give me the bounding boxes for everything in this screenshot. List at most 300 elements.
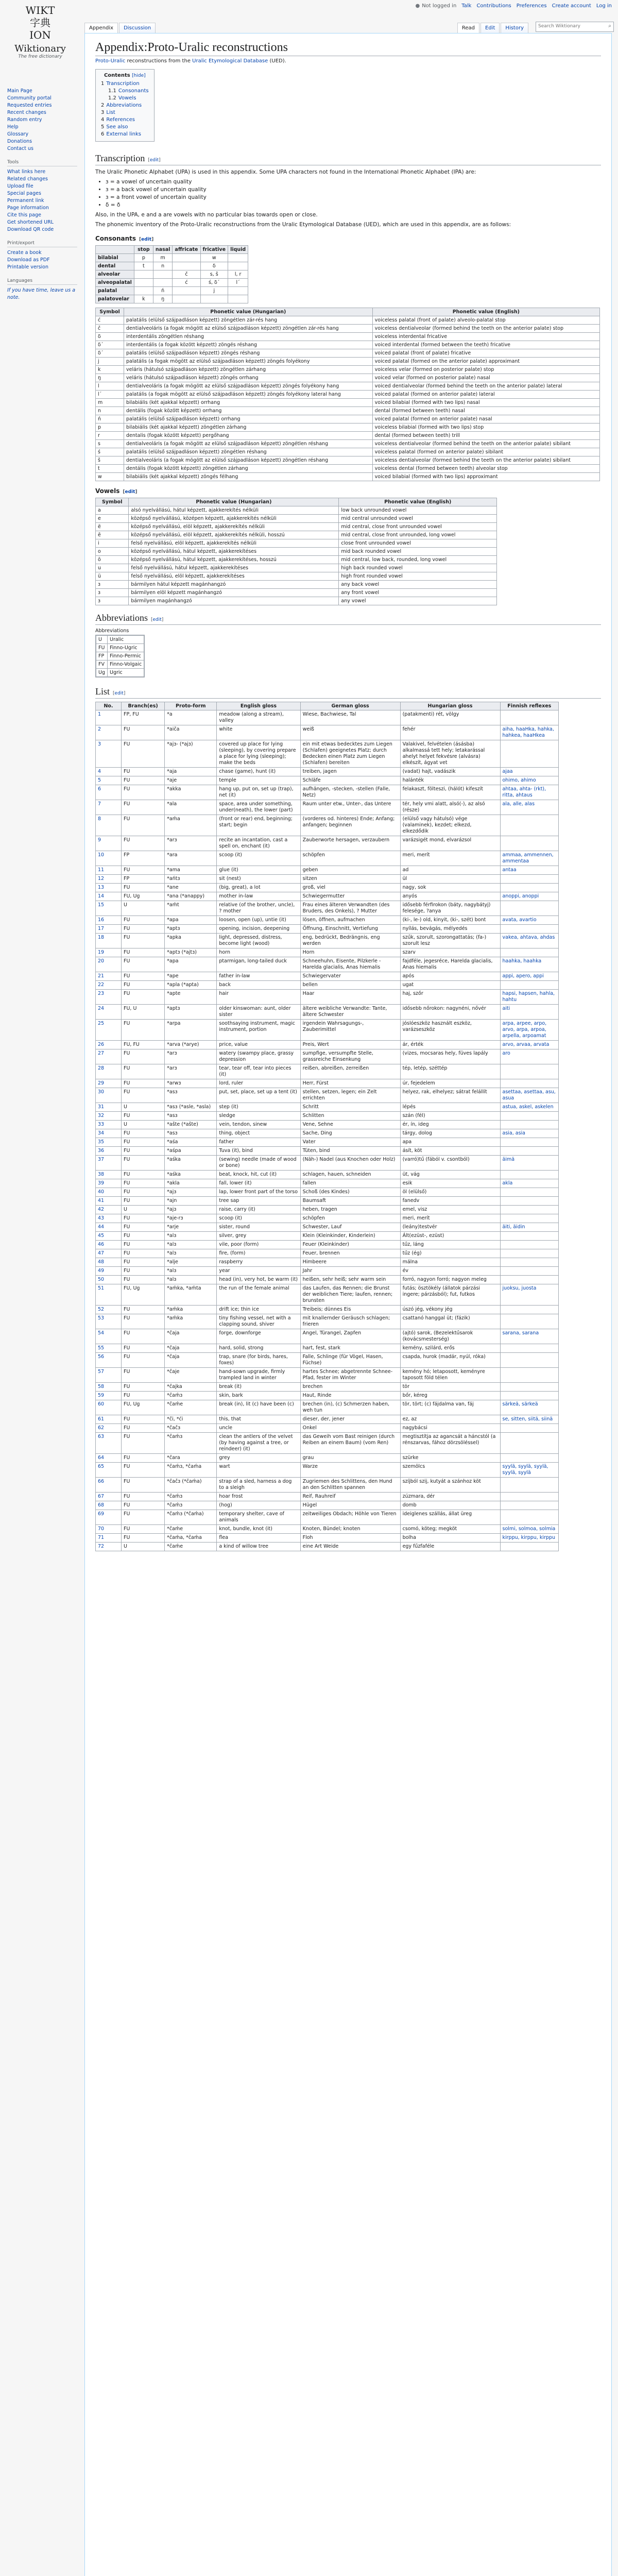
table-cell: *čaḿɜ	[165, 1392, 217, 1400]
table-cell[interactable]: 14	[96, 892, 122, 901]
personal-link-preferences[interactable]: Preferences	[516, 3, 547, 9]
table-cell: head (in), very hot, be warm (it)	[217, 1276, 300, 1284]
table-cell: Finno-Volgaic	[107, 660, 144, 669]
table-cell[interactable]: 1	[96, 710, 122, 725]
table-row	[96, 254, 248, 262]
table-cell[interactable]: solmi, solmoa, solmia	[500, 1525, 559, 1534]
table-cell[interactable]	[500, 1353, 559, 1368]
table-cell: sumpfige, versumpfte Stelle, grassreiche Einsenkung	[300, 1049, 400, 1064]
table-cell[interactable]	[500, 836, 559, 851]
table-cell	[228, 262, 248, 270]
table-cell[interactable]: 10	[96, 851, 122, 866]
table-row	[96, 1478, 559, 1493]
table-cell[interactable]: 8	[96, 815, 122, 836]
toc-item-label[interactable]: External links	[106, 131, 141, 137]
table-cell[interactable]: haahka, haahka	[500, 957, 559, 972]
table-cell	[153, 270, 173, 279]
table-cell[interactable]	[500, 815, 559, 836]
table-cell[interactable]: ahtaa, ahta- (rkt), ritta, ahtaus	[500, 785, 559, 800]
table-cell: older kinswoman: aunt, older sister	[217, 1005, 300, 1020]
sidebar-nav-item[interactable]: Recent changes	[7, 110, 46, 115]
table-cell[interactable]	[500, 1478, 559, 1493]
sidebar-tools-item[interactable]: Upload file	[7, 183, 33, 189]
table-cell[interactable]	[500, 1147, 559, 1156]
sidebar-languages-heading: Languages	[7, 278, 77, 285]
sidebar-tools-item[interactable]: Cite this page	[7, 212, 41, 218]
table-row	[96, 415, 600, 423]
table-cell[interactable]: 22	[96, 981, 122, 990]
sidebar-nav-item[interactable]: Help	[7, 124, 19, 130]
table-cell: Schneehuhn, Eisente, Pilzkerle - Harelda glacialis, Anas hiemalis	[300, 957, 400, 972]
table-cell[interactable]: juoksu, juosta	[500, 1284, 559, 1306]
table-cell: (Näh-) Nadel (aus Knochen oder Holz)	[300, 1156, 400, 1171]
table-cell[interactable]: aro	[500, 1049, 559, 1064]
table-cell[interactable]: akla	[500, 1179, 559, 1188]
table-cell: *čaḿe	[165, 1543, 217, 1551]
table-cell[interactable]: antaa	[500, 866, 559, 875]
table-cell[interactable]: ohimo, ahimo	[500, 776, 559, 785]
table-cell: low back unrounded vowel	[339, 506, 497, 515]
table-cell[interactable]	[500, 925, 559, 934]
personal-link-not-logged-in: Not logged in	[422, 3, 457, 9]
table-cell: FU	[122, 884, 165, 892]
edit-link[interactable]: edit	[114, 691, 124, 696]
search-input[interactable]	[536, 22, 605, 30]
table-cell[interactable]: 50	[96, 1276, 122, 1284]
table-cell: *apa	[165, 916, 217, 925]
table-cell[interactable]: 35	[96, 1138, 122, 1147]
table-cell: *aiča	[165, 725, 217, 740]
table-cell[interactable]: 51	[96, 1284, 122, 1306]
table-cell[interactable]: 40	[96, 1188, 122, 1197]
table-cell[interactable]: 28	[96, 1064, 122, 1079]
table-cell[interactable]: aiha, haaHka, hahka, hahkea, haaHkea	[500, 725, 559, 740]
edit-link[interactable]: edit	[152, 617, 162, 622]
table-cell: *arva (*arye)	[165, 1041, 217, 1049]
leave-note-link[interactable]: If you have time, leave us a note.	[7, 287, 76, 300]
sidebar-tools-item[interactable]: What links here	[7, 169, 46, 175]
personal-link-talk[interactable]: Talk	[461, 3, 472, 9]
table-cell[interactable]	[500, 710, 559, 725]
table-cell[interactable]: 4	[96, 768, 122, 776]
abbreviations-table	[95, 635, 145, 677]
table-cell[interactable]: 16	[96, 916, 122, 925]
table-cell[interactable]: 12	[96, 875, 122, 884]
table-cell[interactable]: anoppi, anoppi	[500, 892, 559, 901]
table-cell[interactable]	[500, 1249, 559, 1258]
table-cell: tűz (ég)	[400, 1249, 500, 1258]
sidebar-nav-item[interactable]: Donations	[7, 139, 32, 144]
table-row	[96, 374, 600, 382]
table-cell[interactable]	[500, 1493, 559, 1501]
sidebar-navigation	[7, 88, 77, 152]
table-cell[interactable]	[500, 1214, 559, 1223]
table-cell[interactable]: 13	[96, 884, 122, 892]
table-cell: (big, great), a lot	[217, 884, 300, 892]
table-cell[interactable]: se, sitten, siitä, siinä	[500, 1415, 559, 1424]
table-cell[interactable]: 56	[96, 1353, 122, 1368]
table-row	[96, 1112, 559, 1121]
table-cell: voiced palatal (formed on anterior palate) nasal	[372, 415, 599, 423]
table-cell[interactable]: 19	[96, 948, 122, 957]
table-cell[interactable]: sarana, sarana	[500, 1329, 559, 1344]
table-cell: Valakivel, felvételen (ásásba) alkalmassá tett hely; letakarással ahelyt helyet fekvésre (alvásra) elkészít, ágyat vet	[400, 740, 500, 768]
table-cell: Schwester, Lauf	[300, 1223, 400, 1232]
table-cell[interactable]	[500, 1433, 559, 1454]
table-cell: FU	[122, 1188, 165, 1197]
table-cell[interactable]: 21	[96, 972, 122, 981]
table-cell: FU	[122, 1088, 165, 1103]
table-cell[interactable]: 25	[96, 1020, 122, 1041]
table-cell: Feuer, brennen	[300, 1249, 400, 1258]
table-cell: veláris (hátulsó szájpadláson képzett) zöngés orrhang	[124, 374, 373, 382]
table-cell[interactable]	[500, 1392, 559, 1400]
toc-item-label[interactable]: Consonants	[118, 88, 149, 94]
sidebar-nav-item[interactable]: Glossary	[7, 131, 29, 137]
table-cell[interactable]: 49	[96, 1267, 122, 1276]
top-bar	[0, 0, 618, 12]
toc-item[interactable]	[101, 95, 149, 102]
table-cell: covered up place for lying (sleeping), by covering prepare a place for lying (sleeping); make the beds	[217, 740, 300, 768]
table-cell[interactable]: 69	[96, 1510, 122, 1525]
table-cell: grau	[300, 1454, 400, 1463]
toc-item-label[interactable]: References	[106, 117, 135, 123]
table-cell[interactable]: 31	[96, 1103, 122, 1112]
table-row	[96, 1534, 559, 1543]
table-cell[interactable]: 63	[96, 1433, 122, 1454]
table-row	[96, 366, 600, 374]
toc-item[interactable]	[101, 80, 149, 88]
table-cell[interactable]	[500, 1344, 559, 1353]
table-cell[interactable]: 27	[96, 1049, 122, 1064]
table-cell[interactable]: 34	[96, 1129, 122, 1138]
table-cell[interactable]: 44	[96, 1223, 122, 1232]
ued-link[interactable]: Uralic Etymological Database	[192, 58, 268, 64]
table-cell[interactable]: 57	[96, 1368, 122, 1383]
table-cell[interactable]: 38	[96, 1171, 122, 1179]
table-cell: FU	[122, 1197, 165, 1206]
table-cell[interactable]	[500, 981, 559, 990]
table-cell: temple	[217, 776, 300, 785]
table-row	[96, 1424, 559, 1433]
table-row	[96, 948, 559, 957]
table-cell[interactable]: 58	[96, 1383, 122, 1392]
table-cell: hair	[217, 990, 300, 1005]
toc-item[interactable]	[101, 124, 149, 131]
table-cell: fajdféle, jegesréce, Harelda glacialis, Anas hiemalis	[400, 957, 500, 972]
table-cell[interactable]: 36	[96, 1147, 122, 1156]
table-cell[interactable]: 48	[96, 1258, 122, 1267]
proto-uralic-link[interactable]: Proto-Uralic	[95, 58, 126, 64]
sidebar-nav-item[interactable]: Main Page	[7, 88, 32, 94]
table-cell[interactable]	[500, 1454, 559, 1463]
table-cell: ń	[153, 287, 173, 295]
table-cell: *asɜ	[165, 1088, 217, 1103]
table-cell[interactable]: 62	[96, 1424, 122, 1433]
table-cell[interactable]	[500, 740, 559, 768]
table-cell: Finno-Ugric	[107, 644, 144, 652]
toc-item[interactable]	[101, 109, 149, 116]
table-cell: csattanó hanggal üt; (fázik)	[400, 1314, 500, 1329]
table-cell[interactable]: 42	[96, 1206, 122, 1214]
table-cell[interactable]: 3	[96, 740, 122, 768]
search-icon[interactable]: ⌕	[608, 23, 611, 29]
table-cell: *ape	[165, 972, 217, 981]
table-cell[interactable]: 64	[96, 1454, 122, 1463]
table-cell[interactable]: appi, apero, appi	[500, 972, 559, 981]
table-cell[interactable]: 71	[96, 1534, 122, 1543]
table-cell: brechen	[300, 1383, 400, 1392]
table-cell[interactable]	[500, 1258, 559, 1267]
table-cell[interactable]	[500, 1112, 559, 1121]
sidebar-tools-item[interactable]: Page information	[7, 205, 49, 211]
table-row	[96, 295, 248, 303]
table-cell[interactable]	[500, 1314, 559, 1329]
table-cell[interactable]: 70	[96, 1525, 122, 1534]
table-cell: ptarmigan, long-tailed duck	[217, 957, 300, 972]
table-cell: FU	[122, 990, 165, 1005]
toc-item-label[interactable]: Vowels	[118, 95, 136, 101]
table-cell[interactable]: ammaa, ammennen, ammentaa	[500, 851, 559, 866]
table-cell[interactable]	[500, 1171, 559, 1179]
wiktionary-logo[interactable]	[4, 4, 76, 76]
table-cell: *aḿa	[165, 815, 217, 836]
table-cell[interactable]	[500, 1424, 559, 1433]
sidebar-nav-item[interactable]: Requested entries	[7, 103, 52, 108]
table-cell: voiceless dentialveolar (formed behind the teeth on the anterior palate) sibilant	[372, 456, 599, 465]
table-cell[interactable]: 68	[96, 1501, 122, 1510]
table-cell[interactable]: 45	[96, 1232, 122, 1241]
table-cell: ć	[173, 279, 200, 287]
personal-link-create-account[interactable]: Create account	[552, 3, 591, 9]
table-cell: stellen, setzen, legen; ein Zelt errichten	[300, 1088, 400, 1103]
table-cell: heißen, sehr heiß; sehr warm sein	[300, 1276, 400, 1284]
table-cell: *apla (*apta)	[165, 981, 217, 990]
toc-item[interactable]	[101, 102, 149, 109]
table-cell[interactable]: 11	[96, 866, 122, 875]
table-cell[interactable]: arvo, arvaa, arvata	[500, 1041, 559, 1049]
table-cell[interactable]: 24	[96, 1005, 122, 1020]
table-cell	[134, 279, 153, 287]
tab-edit[interactable]: Edit	[480, 23, 500, 33]
table-cell[interactable]: 29	[96, 1079, 122, 1088]
table-cell[interactable]: 23	[96, 990, 122, 1005]
sidebar-tools-item[interactable]: Get shortened URL	[7, 219, 54, 225]
table-cell[interactable]	[500, 1232, 559, 1241]
edit-link[interactable]: edit	[125, 489, 135, 495]
table-cell[interactable]: asettaa, asettaa, asu, asua	[500, 1088, 559, 1103]
table-cell[interactable]: 15	[96, 901, 122, 916]
table-cell[interactable]: 60	[96, 1400, 122, 1415]
table-cell[interactable]	[500, 1206, 559, 1214]
personal-link-contributions[interactable]: Contributions	[476, 3, 511, 9]
table-cell[interactable]: 65	[96, 1463, 122, 1478]
table-cell: tör, tört; (c) fájdalma van, fáj	[400, 1400, 500, 1415]
table-cell[interactable]: 33	[96, 1121, 122, 1129]
table-cell[interactable]	[500, 1368, 559, 1383]
table-cell: voiced palatal (formed on anterior palate) lateral	[372, 391, 599, 399]
table-cell: FU	[122, 1156, 165, 1171]
edit-link[interactable]: edit	[149, 158, 159, 163]
table-cell: U	[122, 1121, 165, 1129]
table-cell[interactable]: 18	[96, 934, 122, 948]
toc-item-label[interactable]: See also	[106, 124, 128, 130]
table-cell[interactable]: 66	[96, 1478, 122, 1493]
table-cell[interactable]	[500, 1241, 559, 1249]
table-row	[96, 391, 600, 399]
table-cell[interactable]: syylä, syylä, syylä, syylä, syylä	[500, 1463, 559, 1478]
table-cell[interactable]	[500, 1267, 559, 1276]
table-cell[interactable]	[500, 948, 559, 957]
table-cell[interactable]: 2	[96, 725, 122, 740]
sidebar-print-item[interactable]: Printable version	[7, 264, 49, 270]
table-cell[interactable]	[500, 1197, 559, 1206]
toc-item-label[interactable]: List	[106, 110, 115, 115]
table-cell[interactable]: 47	[96, 1249, 122, 1258]
table-cell[interactable]	[500, 1276, 559, 1284]
table-cell: bilabiális (két ajakkal képzett) zöngés félhang	[124, 473, 373, 481]
table-cell[interactable]: 32	[96, 1112, 122, 1121]
sidebar-tools-item[interactable]: Special pages	[7, 191, 41, 196]
table-cell[interactable]: 6	[96, 785, 122, 800]
table-cell[interactable]: 59	[96, 1392, 122, 1400]
table-cell[interactable]: hapsi, hapsen, hahla, hahtu	[500, 990, 559, 1005]
tab-discussion[interactable]: Discussion	[119, 23, 156, 33]
edit-link[interactable]: edit	[141, 237, 152, 242]
table-row	[96, 636, 144, 644]
table-cell: Tüten, bind	[300, 1147, 400, 1156]
table-cell[interactable]: äimä	[500, 1156, 559, 1171]
table-cell[interactable]: 20	[96, 957, 122, 972]
table-cell: *ajn	[165, 1197, 217, 1206]
personal-link-log-in[interactable]: Log in	[596, 3, 612, 9]
table-cell: ér, ín, ideg	[400, 1121, 500, 1129]
table-cell[interactable]: 37	[96, 1156, 122, 1171]
toc-hide-button[interactable]: [hide]	[132, 73, 146, 78]
table-cell[interactable]	[500, 875, 559, 884]
table-cell[interactable]	[500, 1306, 559, 1314]
table-cell: FU	[122, 1510, 165, 1525]
table-cell: varázsigét mond, elvarázsol	[400, 836, 500, 851]
table-cell[interactable]: 39	[96, 1179, 122, 1188]
sidebar-tools-item[interactable]: Related changes	[7, 176, 48, 182]
table-cell: clean the antlers of the velvet (by having against a tree, or reindeer) (it)	[217, 1433, 300, 1454]
table-cell: *aja	[165, 768, 217, 776]
table-cell[interactable]: 43	[96, 1214, 122, 1223]
table-cell: Wiese, Bachwiese, Tal	[300, 710, 400, 725]
table-cell[interactable]: särkeä, särkeä	[500, 1400, 559, 1415]
table-cell[interactable]: äiti, äidin	[500, 1223, 559, 1232]
sidebar-print	[7, 241, 77, 271]
table-cell[interactable]	[500, 901, 559, 916]
table-cell[interactable]: asia, asia	[500, 1129, 559, 1138]
sidebar-print-item[interactable]: Create a book	[7, 250, 42, 256]
table-cell[interactable]	[500, 1064, 559, 1079]
transcription-bullet: • δ = ð	[106, 201, 601, 209]
sidebar-tools-item[interactable]: Permanent link	[7, 198, 44, 204]
table-cell[interactable]: vakea, ahtava, ahdas	[500, 934, 559, 948]
table-cell[interactable]: 52	[96, 1306, 122, 1314]
table-cell: i	[96, 539, 129, 548]
table-row	[96, 901, 559, 916]
toc-item[interactable]	[101, 88, 149, 95]
table-cell[interactable]	[500, 1543, 559, 1551]
table-cell[interactable]: ajaa	[500, 768, 559, 776]
toc-item-label[interactable]: Transcription	[106, 81, 140, 87]
table-cell[interactable]: 46	[96, 1241, 122, 1249]
table-cell[interactable]: 53	[96, 1314, 122, 1329]
table-row	[96, 972, 559, 981]
table-cell: ül	[400, 875, 500, 884]
table-cell[interactable]: kirppu, kirppu, kirppu	[500, 1534, 559, 1543]
tab-appendix[interactable]: Appendix	[84, 23, 118, 33]
table-cell[interactable]	[500, 1188, 559, 1197]
table-cell[interactable]: aiti	[500, 1005, 559, 1020]
table-cell[interactable]: arpa, arpee, arpo, arvo, arpa, arpoa, arpella, arpoamat	[500, 1020, 559, 1041]
tab-read[interactable]: Read	[457, 23, 479, 33]
sidebar-nav-item[interactable]: Contact us	[7, 146, 33, 151]
table-cell[interactable]: 17	[96, 925, 122, 934]
table-cell: loosen, open (up), untie (it)	[217, 916, 300, 925]
table-cell: *ana (*anappy)	[165, 892, 217, 901]
toc-item[interactable]	[101, 116, 149, 124]
table-cell[interactable]: ala, alle, alas	[500, 800, 559, 815]
table-cell[interactable]: astua, askel, askelen	[500, 1103, 559, 1112]
table-cell[interactable]: 41	[96, 1197, 122, 1206]
sidebar-nav-item[interactable]: Random entry	[7, 117, 42, 123]
tab-history[interactable]: History	[501, 23, 528, 33]
sidebar-print-item[interactable]: Download as PDF	[7, 257, 50, 263]
table-cell: Knoten, Bündel; knoten	[300, 1525, 400, 1534]
table-cell: *aje	[165, 776, 217, 785]
table-cell: *aje-rɜ	[165, 1214, 217, 1223]
table-cell[interactable]	[500, 1138, 559, 1147]
table-cell[interactable]: 54	[96, 1329, 122, 1344]
table-cell[interactable]	[500, 1510, 559, 1525]
table-row	[96, 407, 600, 415]
table-row	[96, 316, 600, 325]
table-cell[interactable]	[500, 884, 559, 892]
table-cell[interactable]: 72	[96, 1543, 122, 1551]
table-cell: FU	[122, 1064, 165, 1079]
sidebar-nav-item[interactable]: Community portal	[7, 95, 52, 101]
toc-item[interactable]	[101, 131, 149, 138]
table-cell[interactable]	[500, 1121, 559, 1129]
table-cell[interactable]	[500, 1079, 559, 1088]
table-row	[96, 1543, 559, 1551]
table-cell[interactable]: 30	[96, 1088, 122, 1103]
table-cell[interactable]: 5	[96, 776, 122, 785]
table-cell: tér, hely vmi alatt, alsó(-), az alsó (része)	[400, 800, 500, 815]
table-cell[interactable]: 9	[96, 836, 122, 851]
table-cell: FU	[122, 1314, 165, 1329]
table-cell[interactable]: 61	[96, 1415, 122, 1424]
table-cell: középső nyelvállású, középen képzett, ajakkerekítés nélküli	[129, 515, 339, 523]
table-cell[interactable]: 55	[96, 1344, 122, 1353]
sidebar-tools-item[interactable]: Download QR code	[7, 227, 54, 232]
table-cell[interactable]: avata, avartio	[500, 916, 559, 925]
table-cell[interactable]	[500, 1501, 559, 1510]
table-cell: kemény hó; letaposott, keményre taposott föld télen	[400, 1368, 500, 1383]
table-cell[interactable]: 7	[96, 800, 122, 815]
toc-item-label[interactable]: Abbreviations	[106, 103, 142, 108]
table-cell[interactable]	[500, 1383, 559, 1392]
table-row	[96, 1400, 559, 1415]
table-cell: voiceless velar (formed on posterior palate) stop	[372, 366, 599, 374]
table-cell[interactable]: 67	[96, 1493, 122, 1501]
table-cell: Zugriemen des Schlittens, den Hund an den Schlitten spannen	[300, 1478, 400, 1493]
table-cell[interactable]: 26	[96, 1041, 122, 1049]
